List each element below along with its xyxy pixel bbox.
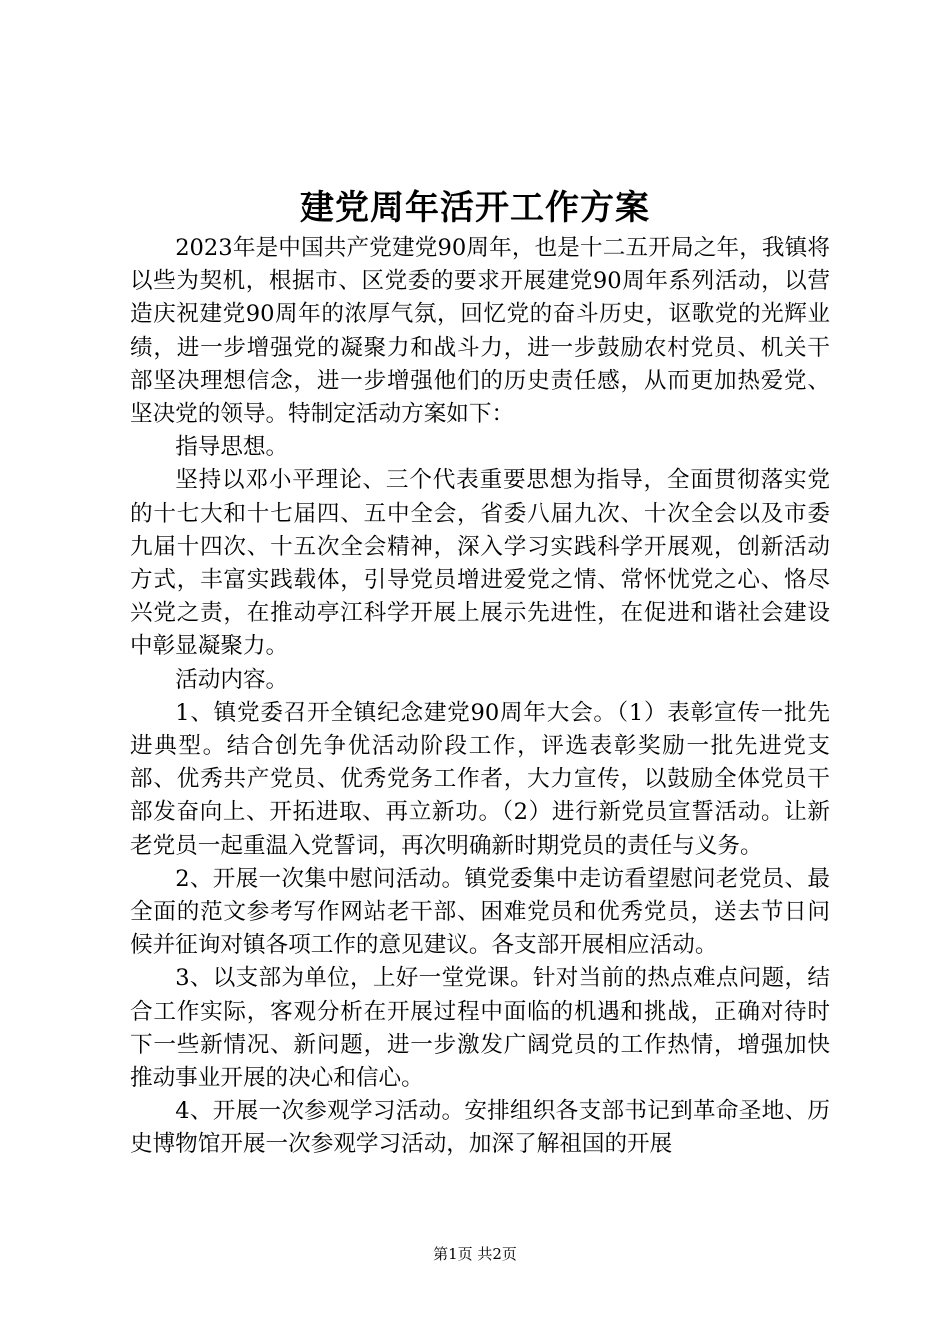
paragraph-item-3: 3、以支部为单位，上好一堂党课。针对当前的热点难点问题，结合工作实际，客观分析在开展过程中面临的机遇和挑战，正确对待时下一些新情况、新问题，进一步激发广阔党员的工作热情，增强加快推动事业开展的决心和信心。 — [130, 965, 830, 1092]
paragraph-item-2: 2、开展一次集中慰问活动。镇党委集中走访看望慰问老党员、最全面的范文参考写作网站老干部、困难党员和优秀党员，送去节日问候并征询对镇各项工作的意见建议。各支部开展相应活动。 — [130, 865, 830, 959]
page-number-footer: 第1页 共2页 — [433, 1245, 517, 1263]
paragraph-item-4: 4、开展一次参观学习活动。安排组织各支部书记到革命圣地、历史博物馆开展一次参观学习活动，加深了解祖国的开展 — [130, 1098, 830, 1158]
document-body — [130, 232, 830, 1162]
paragraph-guiding-thought: 坚持以邓小平理论、三个代表重要思想为指导，全面贯彻落实党的十七大和十七届四、五中全会，省委八届九次、十次全会以及市委九届十四次、十五次全会精神，深入学习实践科学开展观，创新活动方式，丰富实践载体，引导党员增进爱党之情、常怀忧党之心、恪尽兴党之责，在推动亭江科学开展上展示先进性，在促进和谐社会建设中彰显凝聚力。 — [130, 467, 830, 660]
paragraph-item-1: 1、镇党委召开全镇纪念建党90周年大会。（1）表彰宣传一批先进典型。结合创先争优活动阶段工作，评选表彰奖励一批先进党支部、优秀共产党员、优秀党务工作者，大力宣传，以鼓励全体党员干部发奋向上、开拓进取、再立新功。（2）进行新党员宣誓活动。让新老党员一起重温入党誓词，再次明确新时期党员的责任与义务。 — [130, 699, 830, 859]
document-title: 建党周年活开工作方案 — [300, 188, 650, 228]
paragraph-intro: 2023年是中国共产党建党90周年，也是十二五开局之年，我镇将以些为契机，根据市、区党委的要求开展建党90周年系列活动，以营造庆祝建党90周年的浓厚气氛，回忆党的奋斗历史，讴歌党的光辉业绩，进一步增强党的凝聚力和战斗力，进一步鼓励农村党员、机关干部坚决理想信念，进一步增强他们的历史责任感，从而更加热爱党、坚决党的领导。特制定活动方案如下： — [130, 235, 830, 428]
paragraph-heading-activity-content: 活动内容。 — [175, 666, 289, 693]
paragraph-heading-guiding-thought: 指导思想。 — [175, 434, 289, 461]
